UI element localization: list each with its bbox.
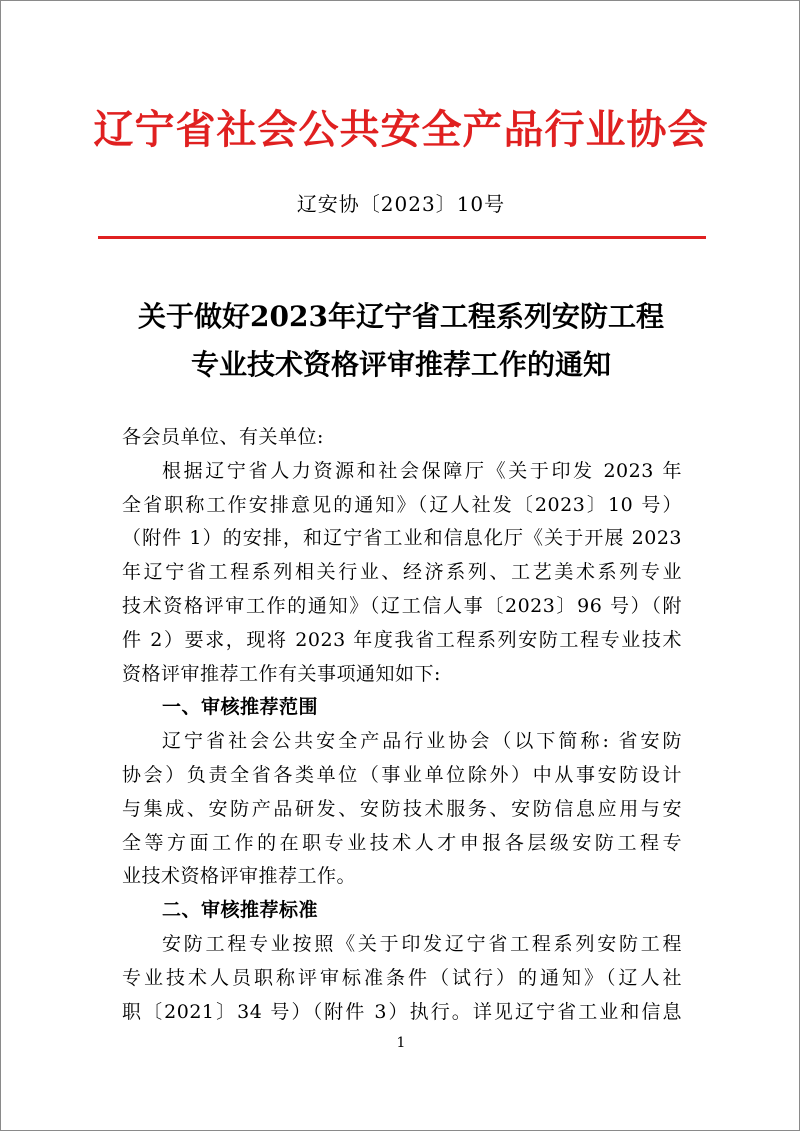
paragraph-1-line: （附件 1）的安排，和辽宁省工业和信息化厅《关于开展 2023 xyxy=(122,527,682,550)
paragraph-3-line: 专业技术人员职称评审标准条件（试行）的通知》（辽人社 xyxy=(122,966,682,989)
paragraph-1-line: 件 2）要求，现将 2023 年度我省工程系列安防工程专业技术 xyxy=(122,628,682,651)
title-line-2: 专业技术资格评审推荐工作的通知 xyxy=(190,348,611,381)
red-divider xyxy=(98,236,706,239)
title-line-1: 关于做好2023年辽宁省工程系列安防工程 xyxy=(138,300,664,333)
paragraph-3-line: 安防工程专业按照《关于印发辽宁省工程系列安防工程 xyxy=(162,932,682,955)
paragraph-2-line: 业技术资格评审推荐工作。 xyxy=(122,865,357,888)
organization-name: 辽宁省社会公共安全产品行业协会 xyxy=(93,107,709,153)
paragraph-2-line: 辽宁省社会公共安全产品行业协会（以下简称: 省安防 xyxy=(162,730,682,753)
paragraph-1-line: 年辽宁省工程系列相关行业、经济系列、工艺美术系列专业 xyxy=(122,561,682,584)
paragraph-1-line: 资格评审推荐工作有关事项通知如下: xyxy=(122,662,441,685)
paragraph-1-line: 根据辽宁省人力资源和社会保障厅《关于印发 2023 年 xyxy=(162,459,682,482)
paragraph-2-line: 全等方面工作的在职专业技术人才申报各层级安防工程专 xyxy=(122,831,682,854)
section-1-heading: 一、审核推荐范围 xyxy=(162,696,319,719)
salutation: 各会员单位、有关单位: xyxy=(122,426,324,448)
paragraph-1-line: 技术资格评审工作的通知》（辽工信人事〔2023〕96 号）（附 xyxy=(122,594,682,617)
document-number: 辽安协〔2023〕10号 xyxy=(296,192,506,216)
paragraph-3-line: 职〔2021〕34 号）（附件 3）执行。详见辽宁省工业和信息 xyxy=(122,1000,682,1023)
paragraph-1-line: 全省职称工作安排意见的通知》（辽人社发〔2023〕10 号） xyxy=(122,493,682,516)
section-2-heading: 二、审核推荐标准 xyxy=(162,899,319,922)
page-number: 1 xyxy=(396,1035,406,1051)
paragraph-2-line: 协会）负责全省各类单位（事业单位除外）中从事安防设计 xyxy=(122,763,682,786)
document-title xyxy=(61,293,741,389)
document-body xyxy=(122,421,682,1029)
paragraph-2-line: 与集成、安防产品研发、安防技术服务、安防信息应用与安 xyxy=(122,797,682,820)
